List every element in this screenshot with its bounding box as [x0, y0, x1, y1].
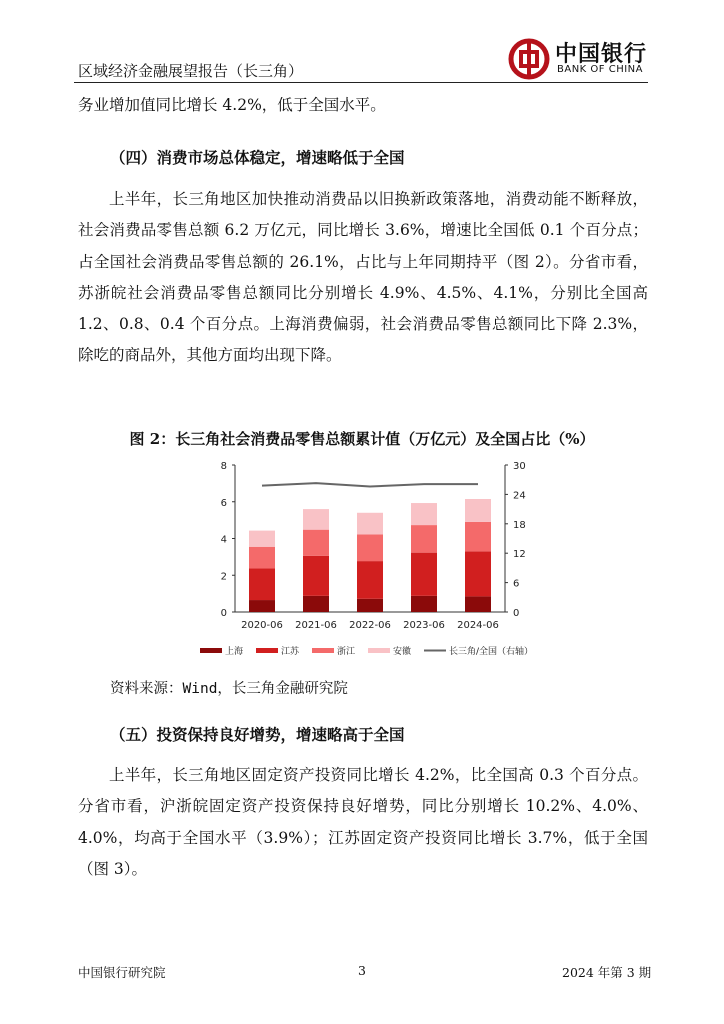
right-tick-label: 30 — [513, 461, 526, 472]
report-title: 区域经济金融展望报告（长三角） — [78, 62, 304, 80]
page-number: 3 — [358, 963, 366, 978]
bar-segment — [249, 600, 275, 612]
bar-segment — [465, 551, 491, 596]
section-heading-4: （四）消费市场总体稳定，增速略低于全国 — [110, 148, 405, 167]
x-tick-label: 2020-06 — [241, 620, 283, 631]
bar-segment — [357, 534, 383, 561]
bar-segment — [249, 568, 275, 600]
right-tick-label: 0 — [513, 608, 520, 619]
logo-chinese-name: 中国银行 — [555, 41, 648, 67]
paragraph-investment: 上半年，长三角地区固定资产投资同比增长 4.2%，比全国高 0.3 个百分点。分省市看，沪浙皖固定资产投资保持良好增势，同比分别增长 10.2%、4.0%、4.0%，均高于全国水平（3.9%）；江苏固定资产投资同比增长 3.7%，低于全国（图 3）。 — [78, 766, 648, 878]
paragraph-intro: 务业增加值同比增长 4.2%，低于全国水平。 — [78, 96, 386, 114]
paragraph-consumption: 上半年，长三角地区加快推动消费品以旧换新政策落地，消费动能不断释放，社会消费品零售总额 6.2 万亿元，同比增长 3.6%，增速比全国低 0.1 个百分点；占全国社会消费品零售总额的 26.1%，占比与上年同期持平（图 2）。分省市看，苏浙皖社会消费品零售总额同比分别增长 4.9%、4.5%、4.1%，分别比全国高 1.2、0.8、0.4 个百分点。上海消费偏弱，社会消费品零售总额同比下降 2.3%，除吃的商品外，其他方面均出现下降。 — [78, 190, 648, 365]
x-tick-label: 2024-06 — [457, 620, 499, 631]
share-line — [262, 483, 478, 486]
left-tick-label: 0 — [220, 608, 227, 619]
bar-segment — [411, 525, 437, 553]
bank-logo-icon — [508, 38, 550, 80]
bar-segment — [357, 513, 383, 535]
left-tick-label: 8 — [220, 461, 227, 472]
figure-title: 图 2：长三角社会消费品零售总额累计值（万亿元）及全国占比（%） — [129, 430, 595, 448]
bar-segment — [411, 503, 437, 525]
footer-institute: 中国银行研究院 — [78, 965, 166, 980]
right-tick-label: 24 — [513, 490, 526, 502]
x-tick-label: 2021-06 — [295, 620, 337, 631]
left-tick-label: 6 — [220, 497, 227, 509]
legend-label: 上海 — [225, 647, 244, 657]
bar-segment — [465, 499, 491, 522]
header-divider — [74, 82, 648, 83]
legend-label: 江苏 — [281, 647, 300, 657]
legend-swatch — [200, 648, 222, 653]
legend-label: 安徽 — [393, 647, 412, 657]
bar-segment — [303, 556, 329, 596]
bar-segment — [249, 531, 275, 547]
footer-issue: 2024 年第 3 期 — [562, 965, 652, 980]
section-heading-5: （五）投资保持良好增势，增速略高于全国 — [110, 725, 405, 744]
legend-swatch — [312, 648, 334, 653]
right-tick-label: 12 — [513, 549, 526, 561]
bar-segment — [303, 596, 329, 612]
bar-segment — [249, 547, 275, 569]
x-tick-label: 2022-06 — [349, 620, 391, 631]
right-tick-label: 18 — [513, 519, 526, 531]
bar-segment — [465, 596, 491, 612]
left-tick-label: 4 — [220, 534, 227, 546]
bar-segment — [411, 596, 437, 612]
right-tick-label: 6 — [513, 578, 520, 590]
bar-segment — [357, 599, 383, 612]
legend-swatch — [256, 648, 278, 653]
bar-segment — [303, 509, 329, 530]
bar-segment — [303, 530, 329, 556]
logo-english-name: BANK OF CHINA — [557, 64, 643, 75]
legend-label: 长三角/全国（右轴） — [449, 647, 534, 657]
bar-segment — [357, 561, 383, 599]
legend-label: 浙江 — [337, 647, 356, 657]
figure-source: 资料来源：Wind，长三角金融研究院 — [110, 681, 348, 697]
retail-sales-chart — [190, 452, 560, 664]
left-tick-label: 2 — [220, 571, 227, 583]
bar-segment — [411, 553, 437, 596]
x-tick-label: 2023-06 — [403, 620, 445, 631]
bar-segment — [465, 522, 491, 551]
legend-swatch — [368, 648, 390, 653]
